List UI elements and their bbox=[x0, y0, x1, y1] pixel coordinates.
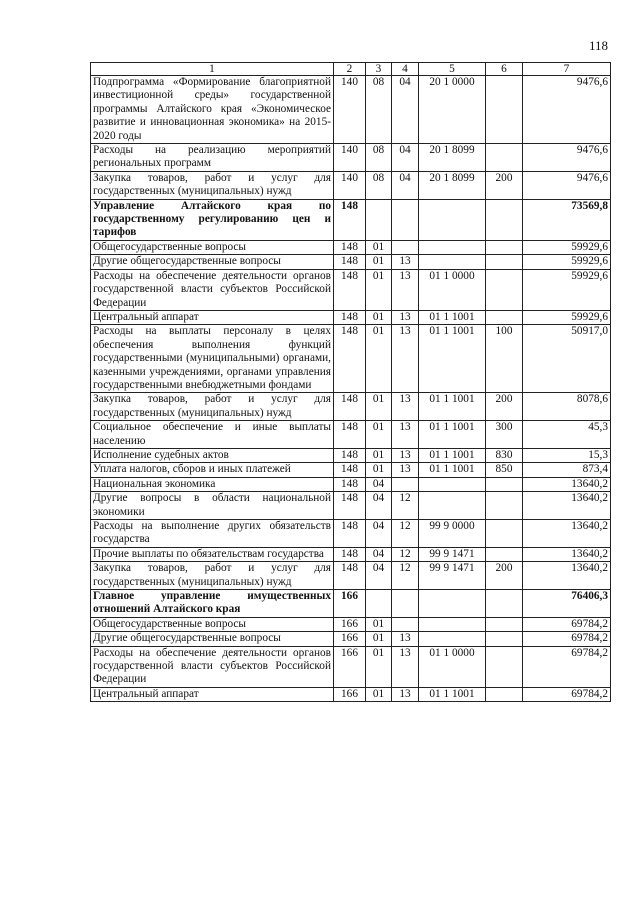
subsection-code-cell: 13 bbox=[392, 463, 419, 477]
row-name-cell: Расходы на выполнение других обязательств государства bbox=[91, 520, 334, 548]
header-row bbox=[91, 63, 611, 76]
row-name-cell: Исполнение судебных актов bbox=[91, 448, 334, 462]
subsection-code-cell bbox=[392, 477, 419, 491]
table-row bbox=[91, 477, 611, 491]
subsection-code-cell: 12 bbox=[392, 547, 419, 561]
header-cell-4: 4 bbox=[392, 63, 419, 76]
row-name-cell: Расходы на обеспечение деятельности органов государственной власти субъектов Российской Федерации bbox=[91, 646, 334, 687]
expense-type-cell bbox=[486, 632, 523, 646]
expense-type-cell bbox=[486, 240, 523, 254]
page-number: 118 bbox=[588, 38, 608, 53]
row-name-cell: Уплата налогов, сборов и иных платежей bbox=[91, 463, 334, 477]
section-code-cell: 01 bbox=[366, 632, 392, 646]
admin-code-cell: 148 bbox=[334, 463, 366, 477]
expense-type-cell bbox=[486, 646, 523, 687]
table-row bbox=[91, 240, 611, 254]
section-code-cell: 01 bbox=[366, 310, 392, 324]
row-name-cell: Общегосударственные вопросы bbox=[91, 240, 334, 254]
target-item-cell: 01 1 0000 bbox=[419, 269, 486, 310]
header-cell-1: 1 bbox=[91, 63, 334, 76]
row-name-cell: Другие общегосударственные вопросы bbox=[91, 632, 334, 646]
expense-type-cell bbox=[486, 590, 523, 618]
admin-code-cell: 148 bbox=[334, 325, 366, 393]
subsection-code-cell: 12 bbox=[392, 562, 419, 590]
subsection-code-cell: 13 bbox=[392, 448, 419, 462]
target-item-cell: 01 1 1001 bbox=[419, 463, 486, 477]
table-row bbox=[91, 590, 611, 618]
amount-cell: 59929,6 bbox=[523, 269, 611, 310]
section-code-cell: 01 bbox=[366, 393, 392, 421]
section-code-cell: 01 bbox=[366, 687, 392, 701]
row-name-cell: Закупка товаров, работ и услуг для государственных (муниципальных) нужд bbox=[91, 171, 334, 199]
table-row bbox=[91, 269, 611, 310]
table-row bbox=[91, 255, 611, 269]
table-row bbox=[91, 421, 611, 449]
admin-code-cell: 166 bbox=[334, 632, 366, 646]
row-name-cell: Расходы на обеспечение деятельности органов государственной власти субъектов Российской Федерации bbox=[91, 269, 334, 310]
subsection-code-cell: 13 bbox=[392, 646, 419, 687]
target-item-cell: 01 1 1001 bbox=[419, 421, 486, 449]
section-code-cell: 04 bbox=[366, 477, 392, 491]
expense-type-cell: 830 bbox=[486, 448, 523, 462]
admin-code-cell: 148 bbox=[334, 240, 366, 254]
subsection-code-cell bbox=[392, 199, 419, 240]
expense-type-cell: 200 bbox=[486, 171, 523, 199]
section-code-cell: 01 bbox=[366, 269, 392, 310]
amount-cell: 13640,2 bbox=[523, 492, 611, 520]
subsection-code-cell bbox=[392, 240, 419, 254]
amount-cell: 76406,3 bbox=[523, 590, 611, 618]
table-row bbox=[91, 325, 611, 393]
admin-code-cell: 148 bbox=[334, 448, 366, 462]
section-code-cell: 01 bbox=[366, 325, 392, 393]
row-name-cell: Другие вопросы в области национальной экономики bbox=[91, 492, 334, 520]
target-item-cell: 20 1 8099 bbox=[419, 171, 486, 199]
section-code-cell: 01 bbox=[366, 646, 392, 687]
subsection-code-cell: 13 bbox=[392, 310, 419, 324]
section-code-cell: 01 bbox=[366, 463, 392, 477]
expense-type-cell bbox=[486, 477, 523, 491]
expense-type-cell bbox=[486, 269, 523, 310]
amount-cell: 9476,6 bbox=[523, 144, 611, 172]
admin-code-cell: 148 bbox=[334, 477, 366, 491]
target-item-cell bbox=[419, 632, 486, 646]
row-name-cell: Расходы на реализацию мероприятий региональных программ bbox=[91, 144, 334, 172]
admin-code-cell: 166 bbox=[334, 617, 366, 631]
subsection-code-cell bbox=[392, 590, 419, 618]
expense-type-cell bbox=[486, 617, 523, 631]
table-row bbox=[91, 76, 611, 144]
section-code-cell: 08 bbox=[366, 144, 392, 172]
amount-cell: 15,3 bbox=[523, 448, 611, 462]
row-name-cell: Управление Алтайского края по государственному регулированию цен и тарифов bbox=[91, 199, 334, 240]
table-row bbox=[91, 448, 611, 462]
section-code-cell: 01 bbox=[366, 240, 392, 254]
amount-cell: 13640,2 bbox=[523, 520, 611, 548]
target-item-cell: 99 9 0000 bbox=[419, 520, 486, 548]
table-row bbox=[91, 547, 611, 561]
amount-cell: 50917,0 bbox=[523, 325, 611, 393]
subsection-code-cell: 12 bbox=[392, 492, 419, 520]
table-row bbox=[91, 492, 611, 520]
row-name-cell: Прочие выплаты по обязательствам государства bbox=[91, 547, 334, 561]
expense-type-cell: 200 bbox=[486, 562, 523, 590]
admin-code-cell: 148 bbox=[334, 255, 366, 269]
table-row bbox=[91, 171, 611, 199]
row-name-cell: Центральный аппарат bbox=[91, 310, 334, 324]
amount-cell: 45,3 bbox=[523, 421, 611, 449]
expense-type-cell: 850 bbox=[486, 463, 523, 477]
expense-type-cell bbox=[486, 144, 523, 172]
admin-code-cell: 148 bbox=[334, 520, 366, 548]
expense-type-cell bbox=[486, 76, 523, 144]
row-name-cell: Главное управление имущественных отношений Алтайского края bbox=[91, 590, 334, 618]
expense-type-cell: 100 bbox=[486, 325, 523, 393]
row-name-cell: Общегосударственные вопросы bbox=[91, 617, 334, 631]
amount-cell: 59929,6 bbox=[523, 240, 611, 254]
subsection-code-cell: 04 bbox=[392, 76, 419, 144]
table-row bbox=[91, 617, 611, 631]
section-code-cell: 08 bbox=[366, 76, 392, 144]
expense-type-cell: 300 bbox=[486, 421, 523, 449]
target-item-cell: 01 1 1001 bbox=[419, 687, 486, 701]
admin-code-cell: 148 bbox=[334, 393, 366, 421]
row-name-cell: Национальная экономика bbox=[91, 477, 334, 491]
table-row bbox=[91, 520, 611, 548]
table-row bbox=[91, 393, 611, 421]
subsection-code-cell: 13 bbox=[392, 269, 419, 310]
subsection-code-cell: 13 bbox=[392, 393, 419, 421]
row-name-cell: Расходы на выплаты персоналу в целях обеспечения выполнения функций государственными (муниципальными) органами, казенными учреждениями, органами управления государственными внебюджетными фондами bbox=[91, 325, 334, 393]
amount-cell: 8078,6 bbox=[523, 393, 611, 421]
admin-code-cell: 166 bbox=[334, 646, 366, 687]
table-row bbox=[91, 632, 611, 646]
row-name-cell: Подпрограмма «Формирование благоприятной инвестиционной среды» государственной программы Алтайского края «Экономическое развитие и инновационная экономика» на 2015-2020 годы bbox=[91, 76, 334, 144]
table-row bbox=[91, 646, 611, 687]
target-item-cell: 20 1 8099 bbox=[419, 144, 486, 172]
section-code-cell: 04 bbox=[366, 492, 392, 520]
target-item-cell bbox=[419, 477, 486, 491]
target-item-cell: 01 1 1001 bbox=[419, 393, 486, 421]
target-item-cell bbox=[419, 492, 486, 520]
section-code-cell: 04 bbox=[366, 562, 392, 590]
amount-cell: 13640,2 bbox=[523, 477, 611, 491]
admin-code-cell: 148 bbox=[334, 310, 366, 324]
expense-type-cell bbox=[486, 310, 523, 324]
admin-code-cell: 166 bbox=[334, 687, 366, 701]
admin-code-cell: 148 bbox=[334, 492, 366, 520]
target-item-cell: 01 1 1001 bbox=[419, 310, 486, 324]
subsection-code-cell: 13 bbox=[392, 255, 419, 269]
subsection-code-cell: 13 bbox=[392, 421, 419, 449]
expense-type-cell bbox=[486, 492, 523, 520]
target-item-cell bbox=[419, 255, 486, 269]
header-cell-6: 6 bbox=[486, 63, 523, 76]
row-name-cell: Закупка товаров, работ и услуг для государственных (муниципальных) нужд bbox=[91, 393, 334, 421]
target-item-cell bbox=[419, 199, 486, 240]
section-code-cell: 04 bbox=[366, 547, 392, 561]
target-item-cell: 01 1 1001 bbox=[419, 448, 486, 462]
amount-cell: 13640,2 bbox=[523, 562, 611, 590]
admin-code-cell: 140 bbox=[334, 171, 366, 199]
budget-table bbox=[90, 62, 611, 702]
section-code-cell bbox=[366, 199, 392, 240]
admin-code-cell: 140 bbox=[334, 76, 366, 144]
expense-type-cell bbox=[486, 255, 523, 269]
admin-code-cell: 148 bbox=[334, 421, 366, 449]
target-item-cell bbox=[419, 590, 486, 618]
subsection-code-cell: 04 bbox=[392, 171, 419, 199]
amount-cell: 873,4 bbox=[523, 463, 611, 477]
expense-type-cell: 200 bbox=[486, 393, 523, 421]
header-cell-5: 5 bbox=[419, 63, 486, 76]
amount-cell: 59929,6 bbox=[523, 310, 611, 324]
admin-code-cell: 166 bbox=[334, 590, 366, 618]
section-code-cell bbox=[366, 590, 392, 618]
table-row bbox=[91, 310, 611, 324]
subsection-code-cell: 13 bbox=[392, 687, 419, 701]
header-cell-2: 2 bbox=[334, 63, 366, 76]
target-item-cell bbox=[419, 240, 486, 254]
amount-cell: 59929,6 bbox=[523, 255, 611, 269]
target-item-cell: 99 9 1471 bbox=[419, 562, 486, 590]
row-name-cell: Другие общегосударственные вопросы bbox=[91, 255, 334, 269]
target-item-cell: 01 1 1001 bbox=[419, 325, 486, 393]
amount-cell: 9476,6 bbox=[523, 76, 611, 144]
section-code-cell: 01 bbox=[366, 448, 392, 462]
section-code-cell: 04 bbox=[366, 520, 392, 548]
table-row bbox=[91, 199, 611, 240]
subsection-code-cell: 13 bbox=[392, 632, 419, 646]
subsection-code-cell bbox=[392, 617, 419, 631]
target-item-cell: 20 1 0000 bbox=[419, 76, 486, 144]
amount-cell: 69784,2 bbox=[523, 646, 611, 687]
amount-cell: 69784,2 bbox=[523, 617, 611, 631]
section-code-cell: 01 bbox=[366, 617, 392, 631]
table-row bbox=[91, 463, 611, 477]
target-item-cell: 99 9 1471 bbox=[419, 547, 486, 561]
row-name-cell: Закупка товаров, работ и услуг для государственных (муниципальных) нужд bbox=[91, 562, 334, 590]
admin-code-cell: 148 bbox=[334, 269, 366, 310]
admin-code-cell: 148 bbox=[334, 562, 366, 590]
section-code-cell: 01 bbox=[366, 255, 392, 269]
admin-code-cell: 140 bbox=[334, 144, 366, 172]
header-cell-3: 3 bbox=[366, 63, 392, 76]
subsection-code-cell: 12 bbox=[392, 520, 419, 548]
admin-code-cell: 148 bbox=[334, 547, 366, 561]
amount-cell: 73569,8 bbox=[523, 199, 611, 240]
amount-cell: 69784,2 bbox=[523, 687, 611, 701]
row-name-cell: Социальное обеспечение и иные выплаты населению bbox=[91, 421, 334, 449]
expense-type-cell bbox=[486, 199, 523, 240]
subsection-code-cell: 13 bbox=[392, 325, 419, 393]
target-item-cell: 01 1 0000 bbox=[419, 646, 486, 687]
expense-type-cell bbox=[486, 547, 523, 561]
section-code-cell: 08 bbox=[366, 171, 392, 199]
table-row bbox=[91, 687, 611, 701]
expense-type-cell bbox=[486, 520, 523, 548]
amount-cell: 69784,2 bbox=[523, 632, 611, 646]
target-item-cell bbox=[419, 617, 486, 631]
subsection-code-cell: 04 bbox=[392, 144, 419, 172]
header-cell-7: 7 bbox=[523, 63, 611, 76]
table-row bbox=[91, 562, 611, 590]
amount-cell: 13640,2 bbox=[523, 547, 611, 561]
amount-cell: 9476,6 bbox=[523, 171, 611, 199]
row-name-cell: Центральный аппарат bbox=[91, 687, 334, 701]
expense-type-cell bbox=[486, 687, 523, 701]
table-row bbox=[91, 144, 611, 172]
admin-code-cell: 148 bbox=[334, 199, 366, 240]
section-code-cell: 01 bbox=[366, 421, 392, 449]
